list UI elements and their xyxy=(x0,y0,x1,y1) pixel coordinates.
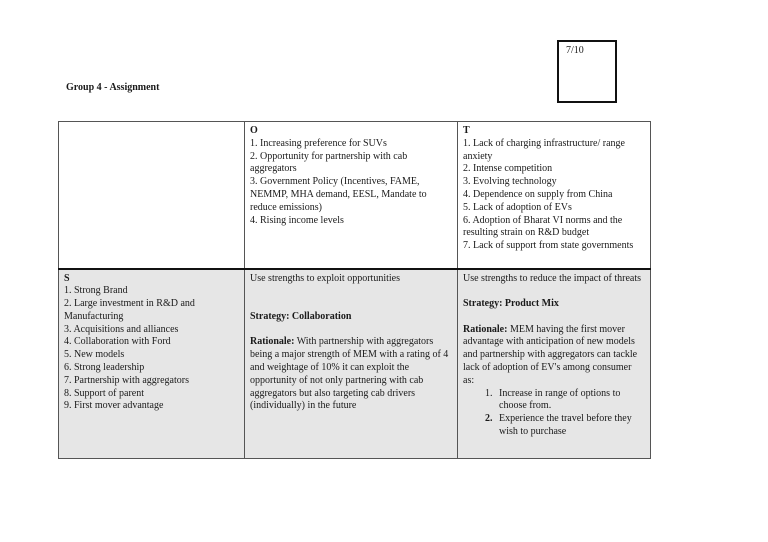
strength-item: 9. First mover advantage xyxy=(64,400,164,412)
so-rationale xyxy=(250,336,452,413)
so-intro: Use strengths to exploit opportunities xyxy=(250,272,400,284)
threat-item: 3. Evolving technology xyxy=(463,176,557,188)
threat-item: 4. Dependence on supply from China xyxy=(463,188,613,200)
st-point: 2. Experience the travel before they wish to purchase xyxy=(495,413,645,439)
score-value: 7/10 xyxy=(566,45,584,56)
threat-item: 5. Lack of adoption of EVs xyxy=(463,201,572,213)
strengths-cell xyxy=(59,269,245,459)
strength-item: 2. Large investment in R&D and Manufacturing xyxy=(64,298,195,322)
swot-matrix xyxy=(58,121,651,459)
strength-item: 8. Support of parent xyxy=(64,387,144,399)
swot-header-row xyxy=(59,122,651,269)
opportunity-item: 1. Increasing preference for SUVs xyxy=(250,137,387,149)
opportunity-item: 4. Rising income levels xyxy=(250,214,344,226)
strength-item: 3. Acquisitions and alliances xyxy=(64,323,179,335)
strength-item: 5. New models xyxy=(64,349,125,361)
strength-item: 1. Strong Brand xyxy=(64,285,128,297)
st-strategy-title: Strategy: Product Mix xyxy=(463,298,559,310)
st-point: 1. Increase in range of options to choose from. xyxy=(495,388,645,414)
st-intro: Use strengths to reduce the impact of threats xyxy=(463,272,641,284)
threats-heading: T xyxy=(463,125,470,136)
st-rationale-label: Rationale: xyxy=(463,323,508,335)
swot-strengths-row xyxy=(59,269,651,459)
threat-item: 7. Lack of support from state governments xyxy=(463,240,634,252)
st-points-list xyxy=(463,388,645,439)
strength-item: 7. Partnership with aggregators xyxy=(64,374,189,386)
st-rationale xyxy=(463,324,645,388)
st-rationale-text: MEM having the first mover advantage with anticipation of new models and partnership with aggregators can tackle lack of adoption of EV's among consumer as: xyxy=(463,323,638,386)
opportunities-heading: O xyxy=(250,125,258,136)
strengths-heading: S xyxy=(64,272,70,284)
opportunity-item: 3. Government Policy (Incentives, FAME, NEMMP, MHA demand, EESL, Mandate to reduce emissions) xyxy=(250,176,427,213)
opportunity-item: 2. Opportunity for partnership with cab aggregators xyxy=(250,150,408,175)
strength-item: 6. Strong leadership xyxy=(64,362,145,374)
threat-item: 2. Intense competition xyxy=(463,163,553,175)
opportunities-cell xyxy=(245,122,458,269)
st-strategy-cell xyxy=(458,269,651,459)
so-rationale-label: Rationale: xyxy=(250,336,295,348)
document-title: Group 4 - Assignment xyxy=(66,82,160,93)
so-strategy-cell xyxy=(245,269,458,459)
score-box xyxy=(557,40,617,103)
empty-corner-cell xyxy=(59,122,245,269)
threats-cell xyxy=(458,122,651,269)
so-strategy-title: Strategy: Collaboration xyxy=(250,310,352,322)
so-rationale-text: With partnership with aggregators being a major strength of MEM with a rating of 4 and weightage of 10% it can exploit the opportunity of not only partnering with cab aggregators but also targeting cab drivers (individually) in the future xyxy=(250,336,449,412)
threat-item: 1. Lack of charging infrastructure/ range anxiety xyxy=(463,137,625,162)
threat-item: 6. Adoption of Bharat VI norms and the resulting strain on R&D budget xyxy=(463,214,623,239)
strength-item: 4. Collaboration with Ford xyxy=(64,336,171,348)
